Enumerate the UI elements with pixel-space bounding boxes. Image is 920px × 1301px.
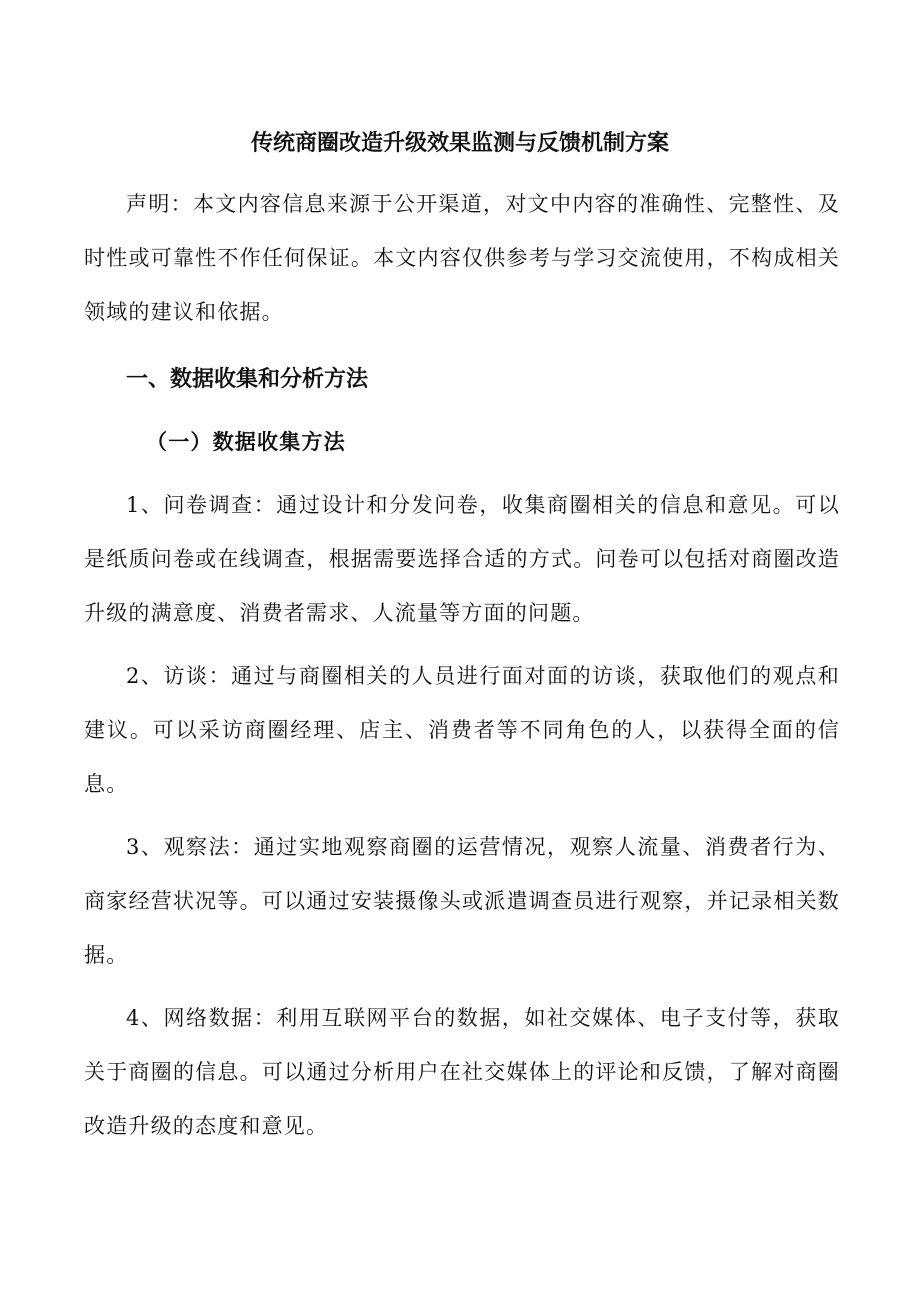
list-item-network-data: 4、网络数据：利用互联网平台的数据，如社交媒体、电子支付等，获取关于商圈的信息。可以通过分析用户在社交媒体上的评论和反馈，了解对商圈改造升级的态度和意见。 bbox=[84, 1006, 840, 1138]
section-heading: 一、数据收集和分析方法 bbox=[126, 367, 369, 392]
list-item-observation: 3、观察法：通过实地观察商圈的运营情况，观察人流量、消费者行为、商家经营状况等。可以通过安装摄像头或派遣调查员进行观察，并记录相关数据。 bbox=[84, 835, 840, 967]
list-item-questionnaire: 1、问卷调查：通过设计和分发问卷，收集商圈相关的信息和意见。可以是纸质问卷或在线调查，根据需要选择合适的方式。问卷可以包括对商圈改造升级的满意度、消费者需求、人流量等方面的问题。 bbox=[84, 493, 840, 625]
list-item-interview: 2、访谈：通过与商圈相关的人员进行面对面的访谈，获取他们的观点和建议。可以采访商圈经理、店主、消费者等不同角色的人，以获得全面的信息。 bbox=[84, 664, 840, 796]
disclaimer-paragraph: 声明：本文内容信息来源于公开渠道，对文中内容的准确性、完整性、及时性或可靠性不作任何保证。本文内容仅供参考与学习交流使用，不构成相关领域的建议和依据。 bbox=[84, 192, 840, 324]
subsection-heading: （一）数据收集方法 bbox=[146, 429, 346, 454]
document-title: 传统商圈改造升级效果监测与反馈机制方案 bbox=[250, 131, 669, 156]
